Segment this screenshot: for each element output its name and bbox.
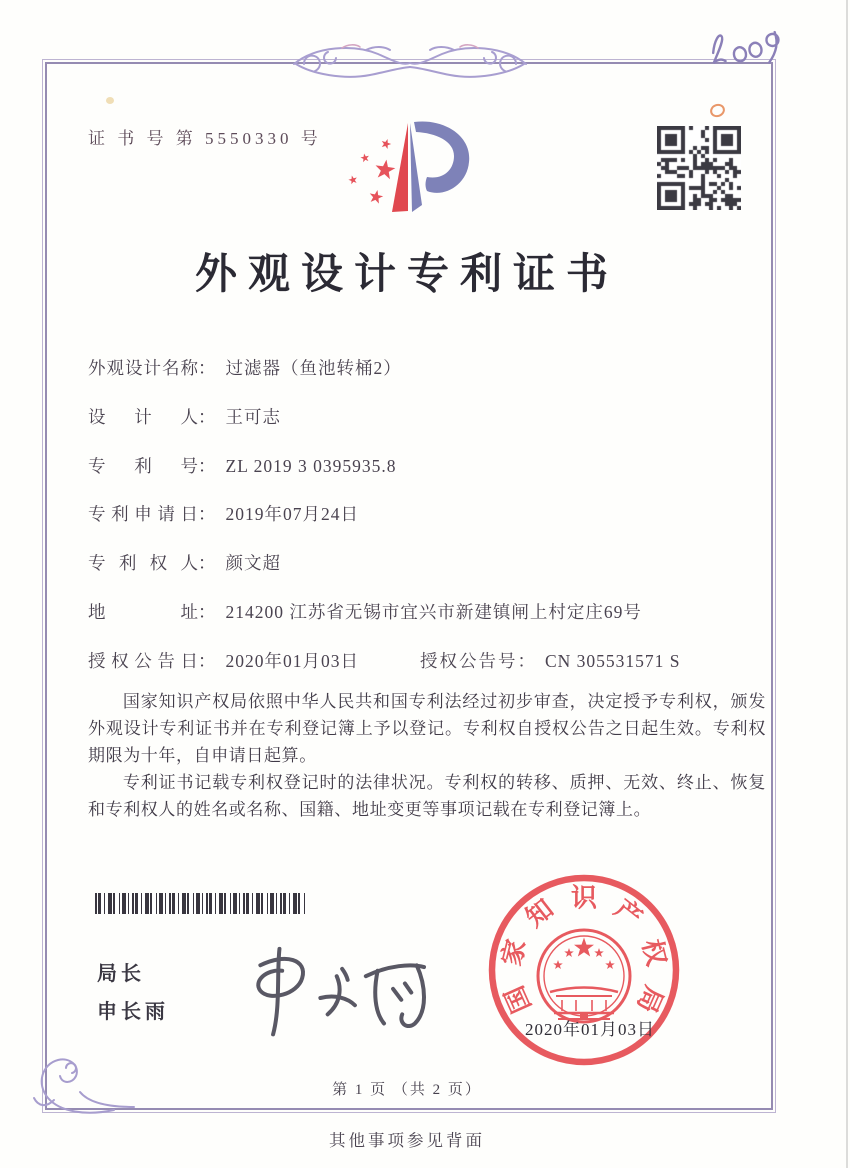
field-colon: ： <box>198 602 216 622</box>
field-value: 过滤器（鱼池转桶2） <box>225 358 402 378</box>
field-colon: ： <box>517 651 535 671</box>
field-label: 专利号 <box>88 456 198 476</box>
national-emblem-icon <box>538 930 630 1022</box>
signature-icon <box>224 938 444 1038</box>
field-label: 授权公告日 <box>88 651 198 671</box>
field-colon: ： <box>198 407 216 427</box>
field-design-name <box>88 355 768 380</box>
field-label: 授权公告号 <box>420 651 518 671</box>
field-value: 214200 江苏省无锡市宜兴市新建镇闸上村定庄69号 <box>225 602 642 622</box>
field-value: 王可志 <box>225 407 281 427</box>
legal-paragraph-2: 专利证书记载专利权登记时的法律状况。专利权的转移、质押、无效、终止、恢复和专利权人的姓名或名称、国籍、地址变更等事项记载在专利登记簿上。 <box>88 773 766 819</box>
field-value: ZL 2019 3 0395935.8 <box>225 456 397 476</box>
field-colon: ： <box>198 456 216 476</box>
field-colon: ： <box>198 553 216 573</box>
scan-edge <box>846 0 848 1168</box>
field-label: 专利申请日 <box>88 504 198 524</box>
field-value: 颜文超 <box>225 553 281 573</box>
seal-char: 局 <box>631 981 669 1018</box>
field-value: 2020年01月03日 <box>225 651 359 671</box>
seal-char: 产 <box>609 893 648 933</box>
seal-char: 知 <box>520 893 559 933</box>
field-patentee <box>88 550 768 575</box>
page-number: 第 1 页 （共 2 页） <box>332 1082 482 1098</box>
qr-code-icon <box>657 126 741 210</box>
legal-text <box>88 688 766 823</box>
certificate-number: 证 书 号 第 5550330 号 <box>88 129 322 148</box>
field-grant-row <box>88 648 768 673</box>
border-ornament-top <box>282 38 538 86</box>
back-side-note: 其他事项参见背面 <box>329 1131 485 1150</box>
seal-char: 国 <box>499 981 537 1018</box>
official-seal-icon <box>484 870 684 1070</box>
field-colon: ： <box>198 651 216 671</box>
field-value: CN 305531571 S <box>545 651 681 671</box>
paper-stain <box>106 97 114 104</box>
field-label: 地址 <box>88 602 198 622</box>
field-colon: ： <box>198 504 216 524</box>
field-label: 专利权人 <box>88 553 198 573</box>
field-value: 2019年07月24日 <box>225 504 359 524</box>
field-label: 设计人 <box>88 407 198 427</box>
seal-char: 家 <box>496 936 532 969</box>
field-filing-date <box>88 501 768 526</box>
cnipa-logo-icon <box>342 110 510 238</box>
certificate-title: 外观设计专利证书 <box>194 252 619 298</box>
seal-char: 识 <box>570 883 598 913</box>
director-name: 申长雨 <box>97 1001 169 1023</box>
legal-paragraph-1: 国家知识产权局依照中华人民共和国专利法经过初步审查，决定授予专利权，颁发外观设计专利证书并在专利登记簿上予以登记。专利权自授权公告之日起生效。专利权期限为十年，自申请日起算。 <box>88 692 766 765</box>
handwritten-note <box>697 11 792 74</box>
barcode-icon <box>95 893 307 914</box>
seal-date: 2020年01月03日 <box>525 1020 655 1039</box>
field-grant-number <box>420 648 681 673</box>
field-label: 外观设计名称 <box>88 358 198 378</box>
director-title: 局长 <box>97 963 145 985</box>
field-patent-number <box>88 453 768 478</box>
seal-char: 权 <box>636 936 672 969</box>
field-designer <box>88 404 768 429</box>
field-colon: ： <box>198 358 216 378</box>
field-address <box>88 599 768 624</box>
